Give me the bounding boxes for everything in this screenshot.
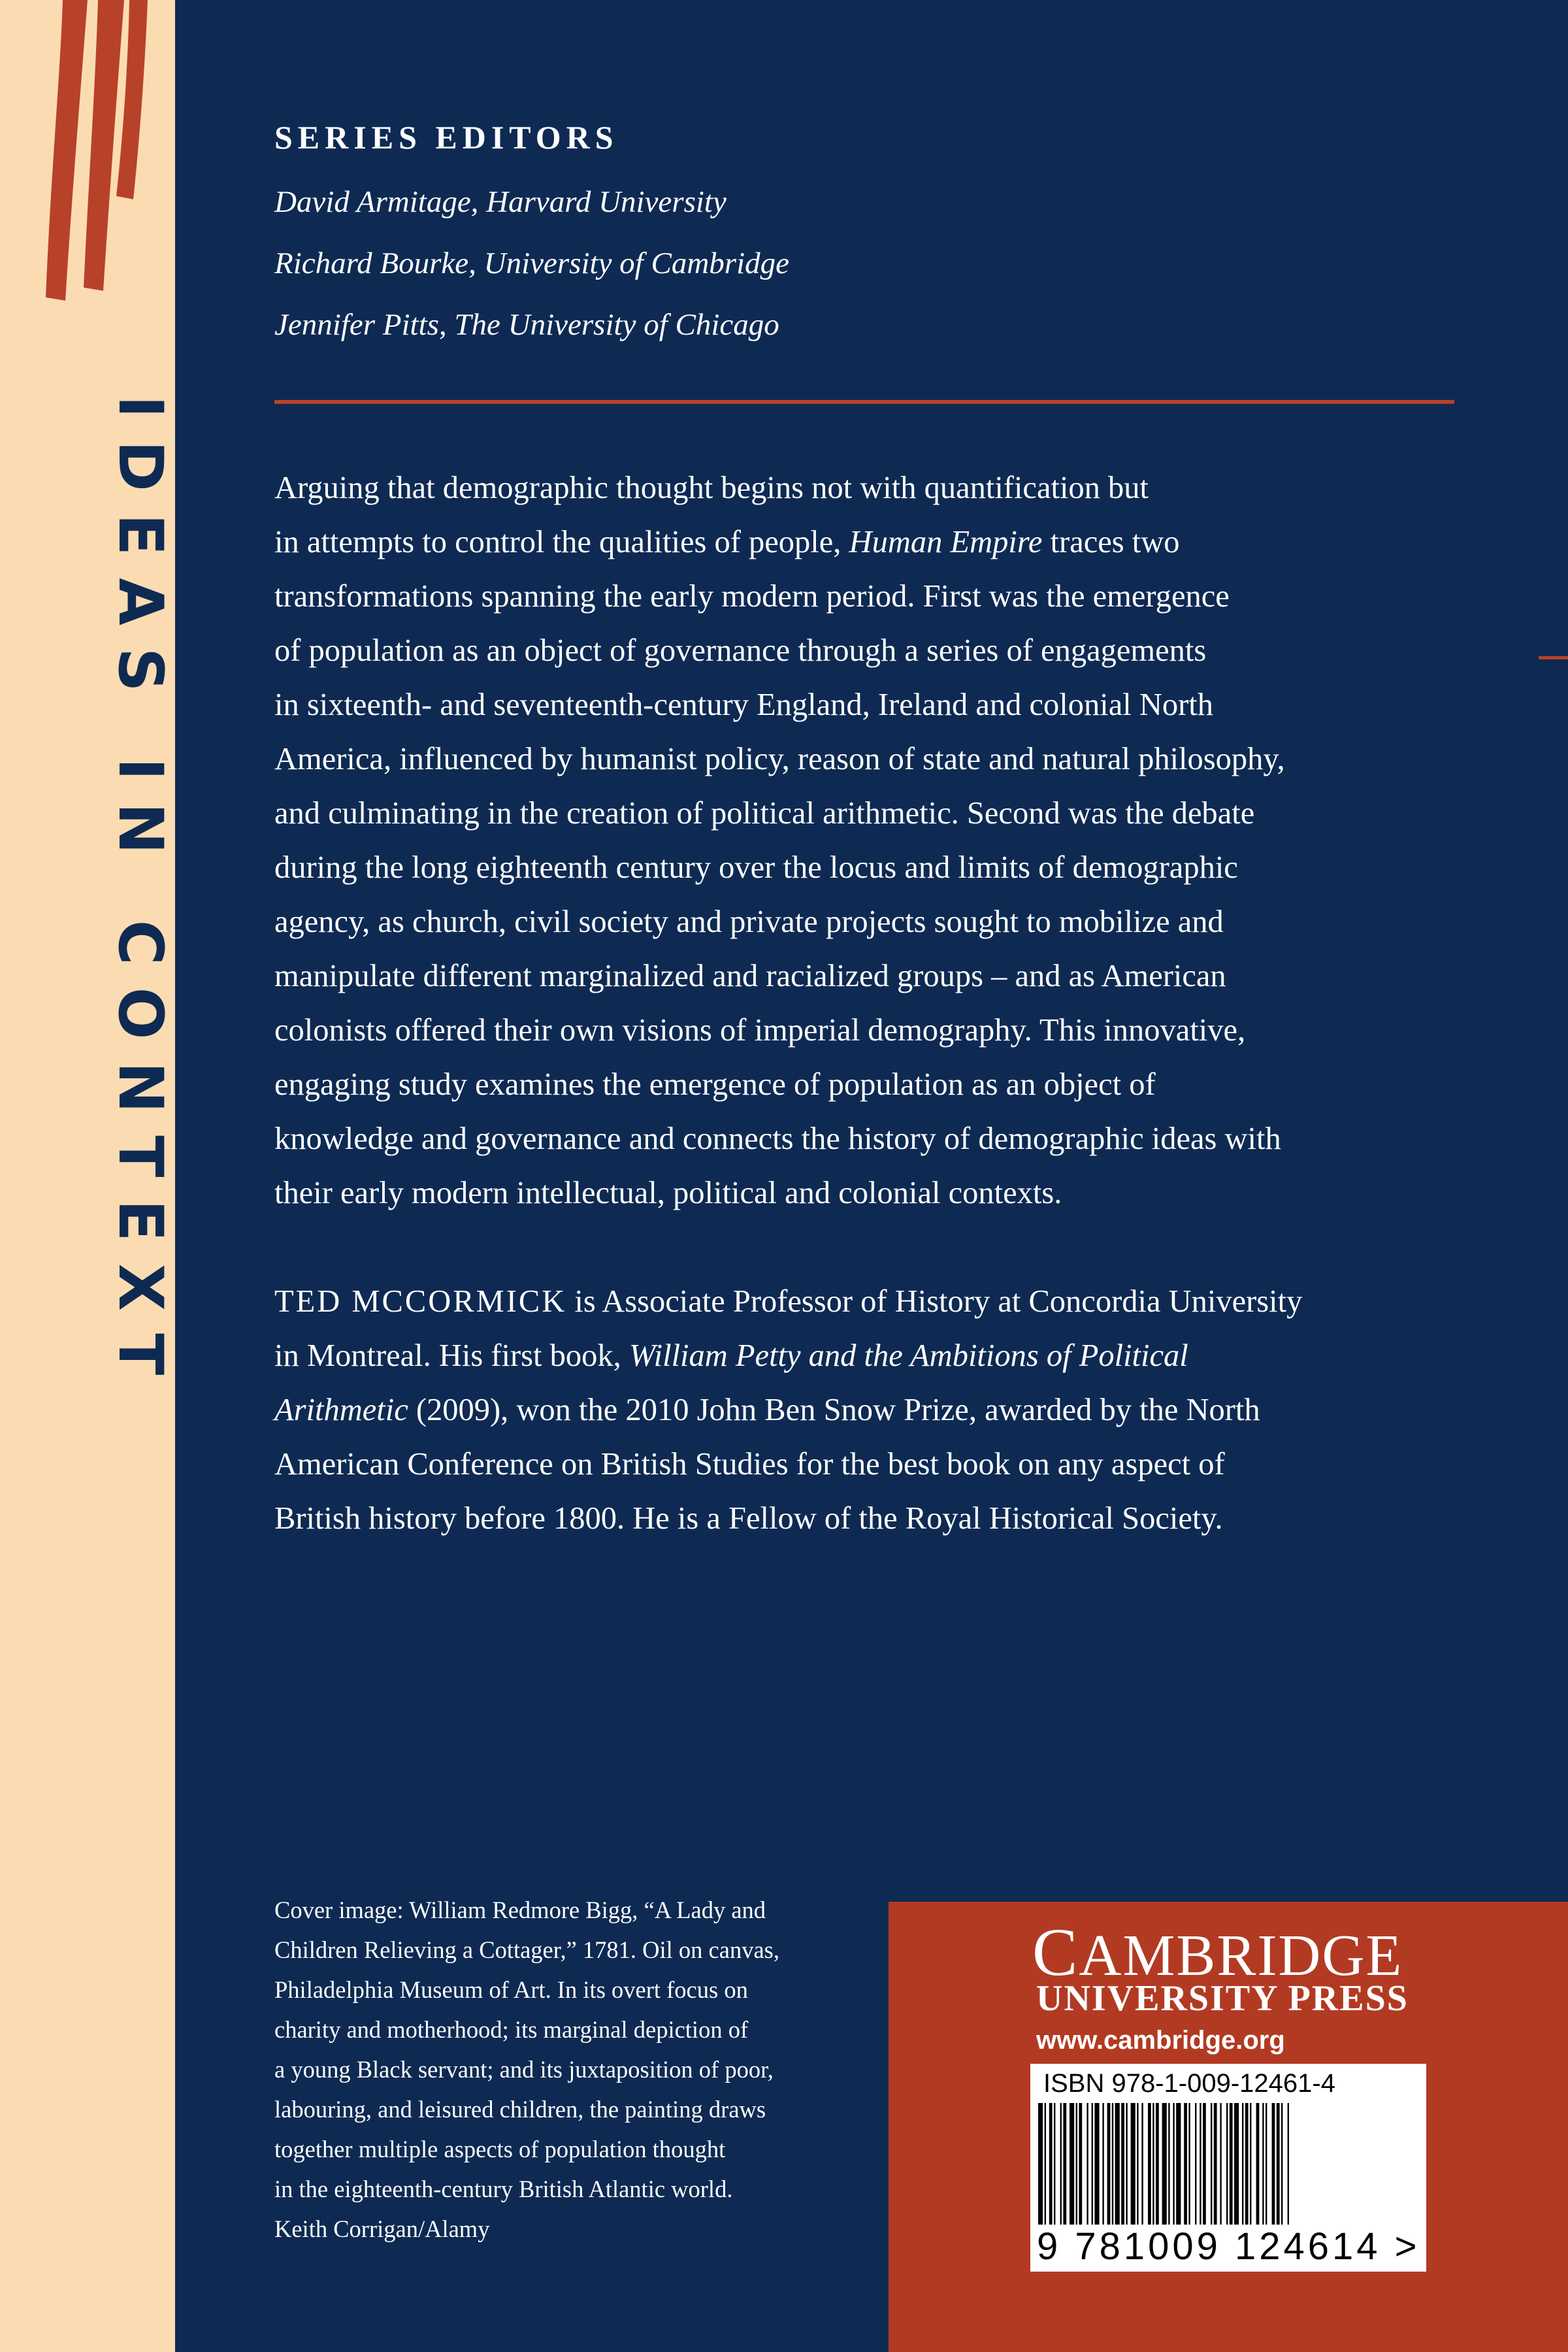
author-name: TED MCCORMICK [274,1284,567,1319]
barcode-bar [1203,2103,1206,2225]
publisher-name-rest: AMBRIDGE [1079,1923,1403,1988]
barcode-bar [1079,2103,1082,2225]
barcode-bar [1272,2103,1275,2225]
publisher-subtitle: UNIVERSITY PRESS [1036,1978,1409,2019]
barcode-bar [1245,2103,1249,2225]
credit-line: Philadelphia Museum of Art. In its overt focus on [274,1976,748,2003]
description-line: Arguing that demographic thought begins not with quantification but [274,471,1149,505]
credit-line: in the eighteenth-century British Atlantic world. [274,2176,733,2202]
description-line: in sixteenth- and seventeenth-century England, Ireland and colonial North [274,687,1214,722]
credit-line: a young Black servant; and its juxtaposition of poor, [274,2056,774,2083]
publisher-name-initial: C [1032,1915,1079,1990]
barcode-digits: 9 781009 124614 > [1037,2225,1420,2268]
barcode-bar [1288,2103,1289,2225]
barcode-bar [1266,2103,1267,2225]
author-bio [274,1274,1463,1546]
barcode-bar [1234,2103,1239,2225]
barcode-bar [1156,2103,1159,2225]
bio-text: is Associate Professor of History at Concordia University [566,1284,1303,1319]
barcode-bar [1226,2103,1228,2225]
barcode-bar [1242,2103,1243,2225]
barcode-bar [1063,2103,1066,2225]
edge-tick-mark [1539,656,1568,659]
barcode-bar [1277,2103,1280,2225]
barcode-bar [1214,2103,1217,2225]
barcode-bar [1211,2103,1212,2225]
barcode-bar [1220,2103,1221,2225]
editor-name: Richard Bourke, University of Cambridge [274,246,789,280]
isbn-label: ISBN 978-1-009-12461-4 [1043,2069,1335,2098]
description-line [274,515,1463,569]
description-line: America, influenced by humanist policy, reason of state and natural philosophy, [274,742,1285,776]
barcode-bar [1102,2103,1103,2225]
barcode-bar [1094,2103,1099,2225]
barcode-icon [1038,2103,1420,2225]
barcode-bar [1281,2103,1282,2225]
series-title-vertical: IDEAS IN CONTEXT [105,395,176,1398]
barcode-bar [1162,2103,1167,2225]
series-editors-section [274,118,1450,356]
publisher-block [889,1902,1568,2352]
description-text: in attempts to control the qualities of people, [274,525,849,559]
description-line: knowledge and governance and connects the history of demographic ideas with [274,1121,1281,1156]
barcode-bar [1054,2103,1055,2225]
bio-line [274,1383,1463,1437]
barcode-box [1030,2064,1426,2272]
bio-line: American Conference on British Studies for the best book on any aspect of [274,1447,1225,1482]
series-editors-heading: SERIES EDITORS [274,119,619,156]
bio-line [274,1329,1463,1383]
book-title: Human Empire [849,525,1043,559]
barcode-bar [1092,2103,1093,2225]
credit-line: charity and motherhood; its marginal depiction of [274,2016,749,2043]
barcode-bar [1250,2103,1251,2225]
barcode-bar [1131,2103,1135,2225]
bio-line [274,1274,1463,1329]
barcode-bar [1086,2103,1088,2225]
barcode-bar [1126,2103,1127,2225]
barcode-bar [1060,2103,1062,2225]
editor-name: Jennifer Pitts, The University of Chicago [274,308,779,342]
barcode-bar [1121,2103,1124,2225]
bio-text: (2009), won the 2010 John Ben Snow Prize, awarded by the North [408,1393,1260,1427]
barcode-bar [1049,2103,1053,2225]
credit-line: Cover image: William Redmore Bigg, “A Lady and [274,1897,766,1923]
barcode-bar [1230,2103,1233,2225]
description-line: of population as an object of governance through a series of engagements [274,633,1207,668]
barcode-bar [1045,2103,1046,2225]
editor-name: David Armitage, Harvard University [274,185,727,219]
barcode-bar [1141,2103,1143,2225]
brush-stroke-1 [46,0,88,301]
book-description [274,461,1463,1220]
barcode-bar [1256,2103,1260,2225]
bio-line: British history before 1800. He is a Fellow of the Royal Historical Society. [274,1501,1223,1536]
description-line: transformations spanning the early modern period. First was the emergence [274,579,1230,614]
barcode-bar [1137,2103,1138,2225]
barcode-bar [1076,2103,1077,2225]
barcode-bar [1262,2103,1264,2225]
previous-book-title: Arithmetic [274,1393,408,1427]
spine-strip [0,0,175,2352]
credit-line: Keith Corrigan/Alamy [274,2215,490,2242]
barcode-bar [1195,2103,1196,2225]
description-line: during the long eighteenth century over the locus and limits of demographic [274,850,1238,885]
barcode-bar [1148,2103,1151,2225]
description-line: their early modern intellectual, political and colonial contexts. [274,1176,1062,1210]
brush-stroke-2 [84,0,124,291]
barcode-bar [1173,2103,1174,2225]
publisher-url: www.cambridge.org [1036,2026,1285,2055]
credit-line: Children Relieving a Cottager,” 1781. Oil on canvas, [274,1936,779,1963]
description-line: colonists offered their own visions of imperial demography. This innovative, [274,1013,1246,1048]
barcode-bar [1038,2103,1043,2225]
previous-book-title: William Petty and the Ambitions of Political [629,1338,1188,1373]
barcode-bar [1168,2103,1169,2225]
bio-text: in Montreal. His first book, [274,1338,629,1373]
description-line: manipulate different marginalized and racialized groups – and as American [274,959,1226,993]
barcode-bar [1112,2103,1113,2225]
description-line: and culminating in the creation of political arithmetic. Second was the debate [274,796,1255,831]
barcode-bar [1070,2103,1074,2225]
barcode-bar [1107,2103,1111,2225]
brush-stroke-marks [0,0,175,314]
description-line: engaging study examines the emergence of population as an object of [274,1067,1156,1102]
barcode-bar [1188,2103,1190,2225]
barcode-bar [1176,2103,1181,2225]
description-text: traces two [1042,525,1180,559]
barcode-bar [1152,2103,1154,2225]
barcode-bar [1200,2103,1201,2225]
barcode-bar [1184,2103,1187,2225]
description-line: agency, as church, civil society and private projects sought to mobilize and [274,904,1224,939]
credit-line: labouring, and leisured children, the painting draws [274,2096,766,2123]
barcode-bar [1115,2103,1120,2225]
credit-line: together multiple aspects of population thought [274,2136,726,2162]
cover-image-credit [274,1890,862,2249]
section-divider [274,400,1454,404]
